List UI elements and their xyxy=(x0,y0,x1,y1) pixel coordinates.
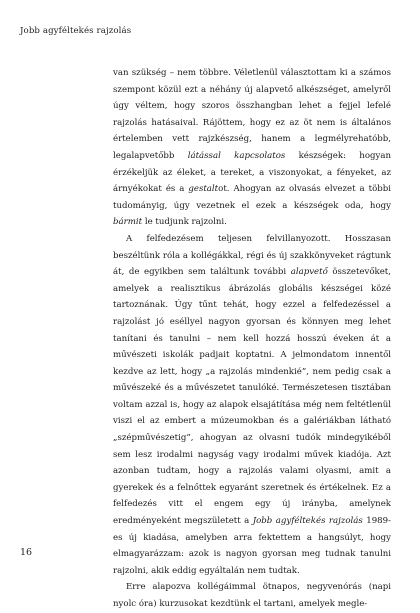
body-text xyxy=(113,65,391,613)
text-run: készségek: hogyan érzékeljük az éleket, a tereket, a viszonyokat, a fényeket, az árnyékokat és a xyxy=(113,150,392,195)
running-head: Jobb agyféltekés rajzolás xyxy=(20,26,132,36)
text-run: le tudjunk rajzolni. xyxy=(142,217,227,228)
text-run: összetevőket, amelyek a realisztikus ábrázolás globális készségei közé tartoznának. Úgy tűnt tehát, hogy ezzel a felfedezéssel a rajzolást jó eséllyel nagyon gyorsan és könnyen meg lehet tanítani és tanulni – nem kell hozzá hosszú éveken át a művészeti iskolák padjait koptatni. A jelmondatom innentől kezdve az lett, hogy „a rajzolás mindenkié”, nem pedig csak a művészeké és a művészetet tanulóké. Természetesen tisztában voltam azzal is, hogy az alapok elsajátítása még nem feltétlenül viszi el az embert a múzeumokban és a galériákban látható „szépművészetig”, ahogyan az olvasni tudók mindegyikéből sem lesz irodalmi nagyság vagy irodalmi művek kiadója. Azt azonban tudtam, hogy a rajzolás valami olyasmi, amit a gyerekek és a felnőttek egyaránt szeretnek és értékelnek. Ez a felfedezés vitt el engem egy új irányba, amelynek eredményeként megszületett a xyxy=(113,267,391,527)
text-run: A felfedezésem teljesen felvillanyozott. Hosszasan beszéltünk róla a kollégákkal, régi és új szakkönyveket rágtunk át, de egyikben sem találtunk további xyxy=(113,233,391,278)
text-run: van szükség – nem többre. Véletlenül választottam ki a számos szempont közül ezt a néhány új alapvető alkészséget, amelyről úgy véltem, hogy szoros összhangban lehet a fejjel lefelé rajzolás hatásaival. Rájöttem, hogy ez az öt nem is általános értelemben vett rajzkészség, hanem a legmélyrehatóbb, legalapvetőbb xyxy=(113,68,391,161)
italic-phrase: látással kapcsolatos xyxy=(187,150,286,161)
italic-phrase: Jobb agyféltekés rajzolás xyxy=(252,516,363,527)
italic-phrase: bármit xyxy=(113,217,143,228)
text-run: 1989-es új kiadása, amelyben arra fektettem a hangsúlyt, hogy elmagyarázzam: azok is nagyon gyorsan meg tudnak tanulni rajzolni, akik eddig egyáltalán nem tudtak. xyxy=(113,516,392,576)
paragraph xyxy=(113,579,391,612)
italic-phrase: alapvető xyxy=(290,267,328,278)
text-run: Erre alapozva kollégáimmal ötnapos, negyvenórás (napi nyolc óra) kurzusokat kezdtünk el tartani, amelyek megle- xyxy=(113,582,391,609)
paragraph xyxy=(113,65,391,231)
text-run: ot. Ahogyan az olvasás elvezet a többi tudományig, úgy vezetnek el ezek a készségek oda, hogy xyxy=(113,184,391,211)
page-number: 16 xyxy=(20,547,33,558)
italic-phrase: gestalt xyxy=(188,184,219,195)
paragraph xyxy=(113,231,391,579)
